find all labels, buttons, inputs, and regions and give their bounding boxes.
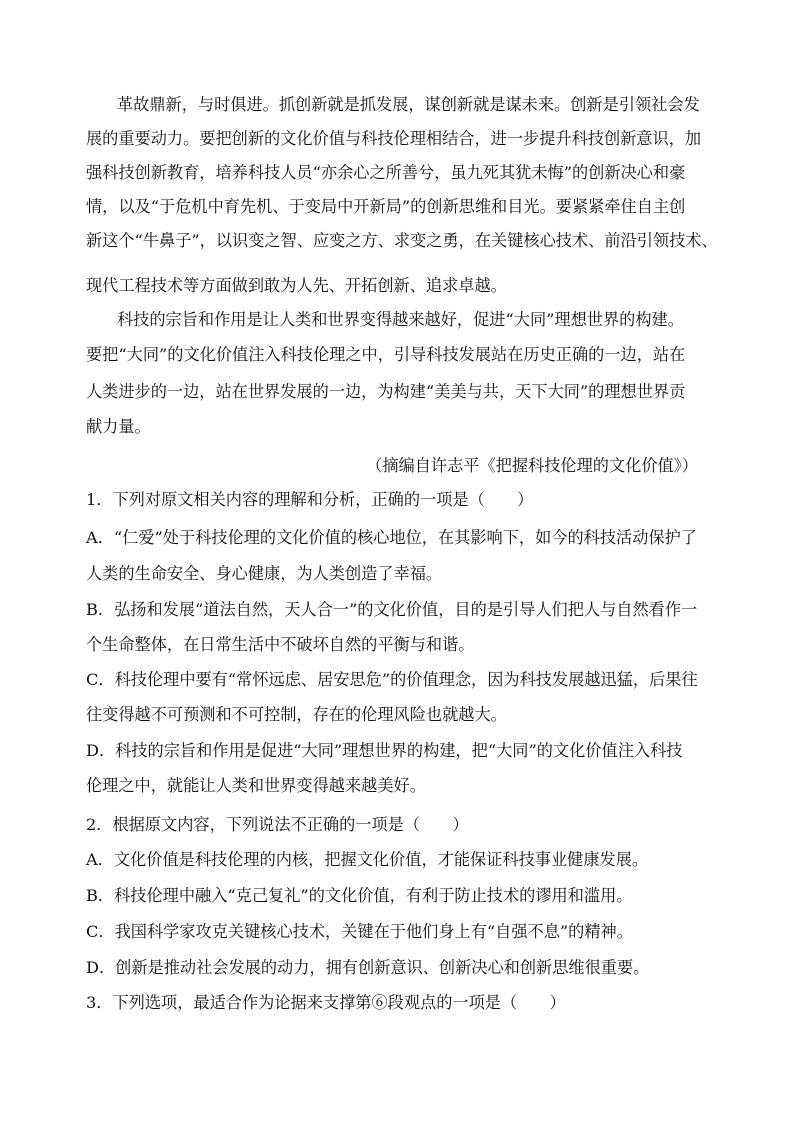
- option-line: C．我国科学家攻克关键核心技术，关键在于他们身上有“自强不息”的精神。: [86, 922, 633, 941]
- paragraph-line: 献力量。: [86, 417, 151, 436]
- option-line: B．弘扬和发展“道法自然，天人合一”的文化价值，目的是引导人们把人与自然看作一: [86, 600, 698, 619]
- paragraph-line: 情，以及“于危机中育先机、于变局中开新局”的创新思维和目光。要紧紧牵住自主创: [86, 197, 686, 216]
- paragraph-line: 新这个“牛鼻子”，以识变之智、应变之方、求变之勇，在关键核心技术、前沿引领技术、: [86, 231, 718, 250]
- option-line: A．“仁爱”处于科技伦理的文化价值的核心地位，在其影响下，如今的科技活动保护了: [86, 528, 697, 547]
- paragraph-line: 展的重要动力。要把创新的文化价值与科技伦理相结合，进一步提升科技创新意识，加: [86, 129, 702, 148]
- option-line: D．科技的宗旨和作用是促进“大同”理想世界的构建，把“大同”的文化价值注入科技: [86, 741, 683, 760]
- paragraph-line: 科技的宗旨和作用是让人类和世界变得越来越好，促进“大同”理想世界的构建。: [117, 310, 684, 329]
- citation: （摘编自许志平《把握科技伦理的文化价值》）: [366, 456, 698, 475]
- option-line: 个生命整体，在日常生活中不破坏自然的平衡与和谐。: [86, 635, 475, 654]
- question-stem: 1．下列对原文相关内容的理解和分析，正确的一项是（ ）: [86, 490, 534, 509]
- paragraph-line: 人类进步的一边，站在世界发展的一边，为构建“美美与共，天下大同”的理想世界贡: [86, 382, 686, 401]
- option-line: 伦理之中，就能让人类和世界变得越来越美好。: [86, 776, 426, 795]
- option-line: B．科技伦理中融入“克己复礼”的文化价值，有利于防止技术的谬用和滥用。: [86, 886, 633, 905]
- paragraph-line: 现代工程技术等方面做到敢为人先、开拓创新、追求卓越。: [86, 276, 507, 295]
- question-stem: 2．根据原文内容，下列说法不正确的一项是（ ）: [86, 815, 469, 834]
- option-line: 往变得越不可预测和不可控制，存在的伦理风险也就越大。: [86, 705, 507, 724]
- paragraph-line: 要把“大同”的文化价值注入科技伦理之中，引导科技发展站在历史正确的一边，站在: [86, 345, 686, 364]
- option-line: C．科技伦理中要有“常怀远虑、居安思危”的价值理念，因为科技发展越迅猛，后果往: [86, 670, 698, 689]
- paragraph-line: 革故鼎新，与时俱进。抓创新就是抓发展，谋创新就是谋未来。创新是引领社会发: [117, 95, 700, 114]
- paragraph-line: 强科技创新教育，培养科技人员“亦余心之所善兮，虽九死其犹未悔”的创新决心和豪: [86, 163, 686, 182]
- option-line: D．创新是推动社会发展的动力，拥有创新意识、创新决心和创新思维很重要。: [86, 958, 650, 977]
- question-stem: 3．下列选项，最适合作为论据来支撑第⑥段观点的一项是（ ）: [86, 993, 566, 1012]
- option-line: A．文化价值是科技伦理的内核，把握文化价值，才能保证科技事业健康发展。: [86, 850, 649, 869]
- option-line: 人类的生命安全、身心健康，为人类创造了幸福。: [86, 564, 443, 583]
